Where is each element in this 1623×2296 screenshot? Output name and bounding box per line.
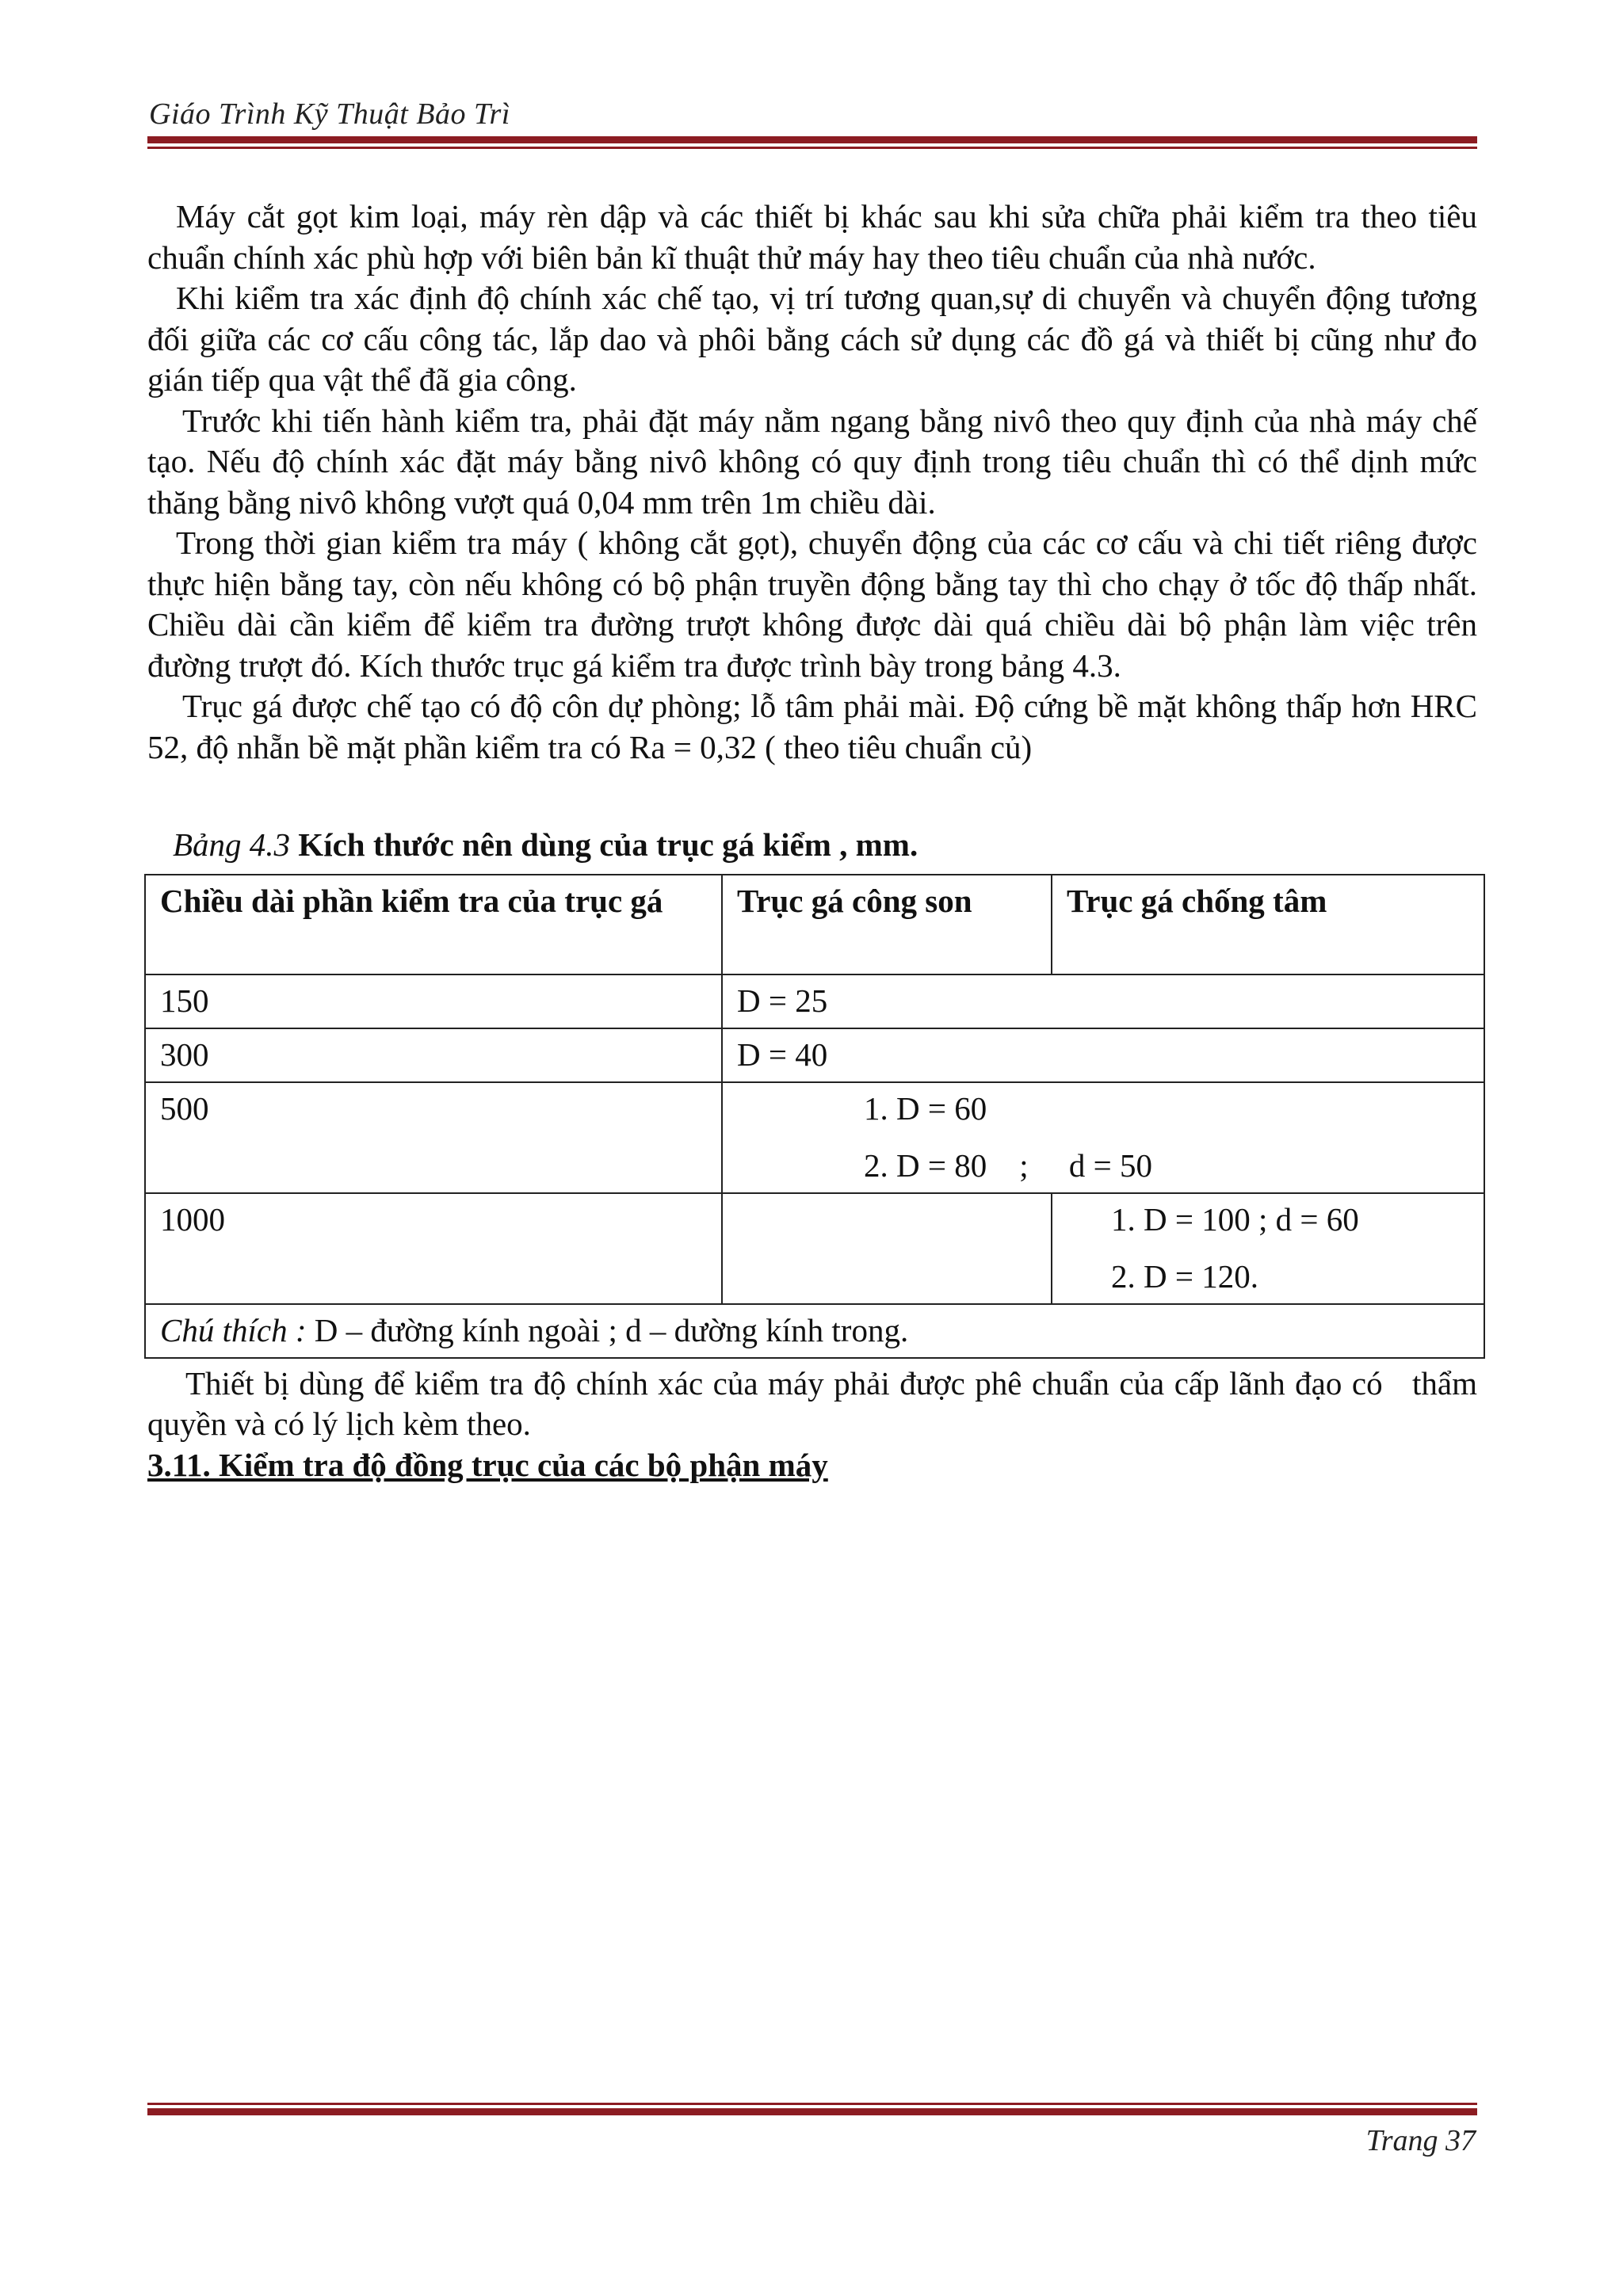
paragraph-1: Máy cắt gọt kim loại, máy rèn dập và các thiết bị khác sau khi sửa chữa phải kiểm tra theo tiêu chuẩn chính xác phù hợp với biên bản kĩ thuật thử máy hay theo tiêu chuẩn của nhà nước. (147, 198, 1477, 276)
table-caption-text: Kích thước nên dùng của trục gá kiểm , mm. (298, 826, 918, 863)
paragraph-2: Khi kiểm tra xác định độ chính xác chế tạo, vị trí tương quan,sự di chuyển và chuyển động tương đối giữa các cơ cấu công tác, lắp dao và phôi bằng cách sử dụng các đồ gá và thiết bị cũng như đo gián tiếp qua vật thể đã gia công. (147, 280, 1477, 398)
note-text: D – đường kính ngoài ; d – dường kính trong. (306, 1311, 909, 1348)
header-cell-cantilever: Trục gá công son (722, 875, 1052, 974)
empty-cell (722, 1193, 1052, 1304)
length-cell: 150 (145, 974, 722, 1028)
header-cell-center: Trục gá chống tâm (1052, 875, 1484, 974)
length-cell: 300 (145, 1028, 722, 1082)
paragraph-5: Trục gá được chế tạo có độ côn dự phòng; lỗ tâm phải mài. Độ cứng bề mặt không thấp hơn HRC 52, độ nhẵn bề mặt phần kiểm tra có Ra = 0,32 ( theo tiêu chuẩn củ) (147, 688, 1477, 765)
value-line-1: 1. D = 100 ; d = 60 (1111, 1200, 1359, 1238)
table-note-row (145, 1304, 1484, 1358)
length-cell: 500 (145, 1082, 722, 1193)
page-content (147, 196, 1486, 1486)
table-row (145, 1193, 1484, 1304)
value-cell: D = 25 (722, 974, 1484, 1028)
table-header-row (145, 875, 1484, 974)
header-cell-length: Chiều dài phần kiểm tra của trục gá (145, 875, 722, 974)
length-cell: 1000 (145, 1193, 722, 1304)
paragraph-4: Trong thời gian kiểm tra máy ( không cắt gọt), chuyển động của các cơ cấu và chi tiết riêng được thực hiện bằng tay, còn nếu không có bộ phận truyền động bằng tay thì cho chạy ở tốc độ thấp nhất. Chiều dài cần kiểm để kiểm tra đường trượt không được dài quá chiều dài bộ phận làm việc trên đường trượt đó. Kích thước trục gá kiểm tra được trình bày trong bảng 4.3. (147, 524, 1477, 684)
footer-rule-thick (147, 2108, 1477, 2115)
header-rule-thin (147, 147, 1477, 149)
value-line-1: 1. D = 60 (864, 1089, 987, 1127)
value-cell: D = 40 (722, 1028, 1484, 1082)
section-heading: 3.11. Kiểm tra độ đồng trục của các bộ phận máy (147, 1446, 828, 1483)
table-row (145, 1028, 1484, 1082)
value-line-2: 2. D = 80 ; d = 50 (864, 1146, 1152, 1184)
document-header-title: Giáo Trình Kỹ Thuật Bảo Trì (149, 97, 510, 131)
value-cell (722, 1082, 1484, 1193)
header-rule-thick (147, 136, 1477, 143)
page-number: Trang 37 (1365, 2124, 1476, 2157)
spindle-dimension-table (144, 874, 1485, 1359)
note-label: Chú thích : (160, 1311, 307, 1348)
value-line-2: 2. D = 120. (1111, 1257, 1258, 1295)
note-cell (145, 1304, 1484, 1358)
paragraph-3: Trước khi tiến hành kiểm tra, phải đặt máy nằm ngang bằng nivô theo quy định của nhà máy chế tạo. Nếu độ chính xác đặt máy bằng nivô không có quy định trong tiêu chuẩn thì có thể dịnh mức thăng bằng nivô không vượt quá 0,04 mm trên 1m chiều dài. (147, 402, 1477, 521)
table-row (145, 974, 1484, 1028)
table-row (145, 1082, 1484, 1193)
value-cell (1052, 1193, 1484, 1304)
closing-paragraph: Thiết bị dùng để kiểm tra độ chính xác của máy phải được phê chuẩn của cấp lãnh đạo có thẩm quyền và có lý lịch kèm theo. (147, 1364, 1486, 1442)
table-caption (147, 825, 1477, 866)
table-caption-label: Bảng 4.3 (173, 826, 291, 863)
footer-rule-thin (147, 2103, 1477, 2105)
